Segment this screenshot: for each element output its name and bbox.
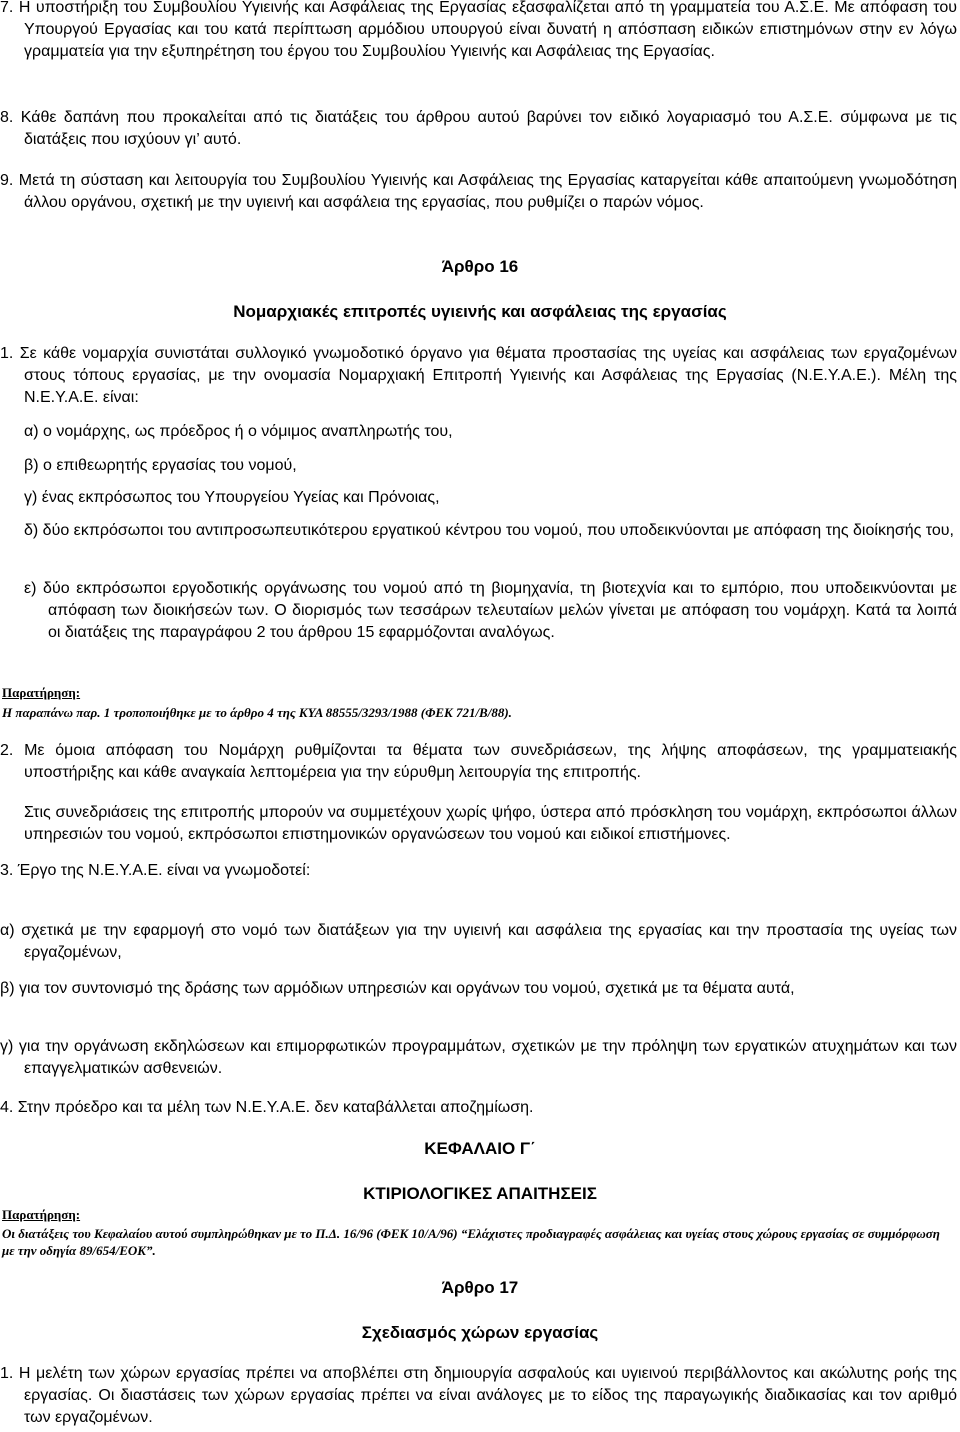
note-text: Οι διατάξεις του Κεφαλαίου αυτού συμπληρώθηκαν με το Π.Δ. 16/96 (ΦΕΚ 10/Α/96) “Ελάχιστες προδιαγραφές ασφάλειας και υγείας στους χώρους εργασίας σε συμμόρφωση με την οδηγία 89/654/ΕΟΚ”. (2, 1226, 940, 1258)
paragraph-7: 7. Η υποστήριξη του Συμβουλίου Υγιεινής και Ασφάλειας της Εργασίας εξασφαλίζεται από τη γραμματεία του Α.Σ.Ε. Με απόφαση του Υπουργού Εργασίας και του κατά περίπτωση αρμόδιου υπουργού είναι δυνατή η απόσπαση ειδικών επιστημόνων στην εν λόγω γραμματεία για την εξυπηρέτηση του έργου του Συμβουλίου Υγιεινής και Ασφάλειας της Εργασίας. (0, 0, 957, 60)
article-16-paragraph-4: 4. Στην πρόεδρο και τα μέλη των Ν.Ε.Υ.Α.Ε. δεν καταβάλλεται αποζημίωση. (0, 1099, 534, 1116)
member-item: β) ο επιθεωρητής εργασίας του νομού, (24, 457, 297, 474)
article-16-paragraph-2: 2. Με όμοια απόφαση του Νομάρχη ρυθμίζονται τα θέματα των συνεδριάσεων, της λήψης αποφάσεων, της γραμματειακής υποστήριξης και κάθε αναγκαία λεπτομέρεια για την εύρυθμη λειτουργία της επιτροπής. (0, 742, 957, 781)
note-label: Παρατήρηση: (2, 685, 81, 700)
chapter-title: ΚΤΙΡΙΟΛΟΓΙΚΕΣ ΑΠΑΙΤΗΣΕΙΣ (363, 1184, 597, 1203)
article-16-heading: Άρθρο 16 (441, 257, 519, 276)
article-17-heading: Άρθρο 17 (441, 1278, 519, 1297)
article-16-paragraph-2b: Στις συνεδριάσεις της επιτροπής μπορούν να συμμετέχουν χωρίς ψήφο, ύστερα από πρόσκληση του νομάρχη, εκπρόσωποι άλλων υπηρεσιών του νομού, εκπρόσωποι επιστημονικών οργανώσεων του νομού και ειδικοί επιστήμονες. (24, 804, 957, 843)
article-16-title: Νομαρχιακές επιτροπές υγιεινής και ασφάλειας της εργασίας (233, 302, 727, 321)
member-item: γ) ένας εκπρόσωπος του Υπουργείου Υγείας και Πρόνοιας, (24, 489, 440, 506)
member-item: δ) δύο εκπρόσωποι του αντιπροσωπευτικότερου εργατικού κέντρου του νομού, που υποδεικνύονται με απόφαση της διοίκησής του, (24, 522, 954, 539)
paragraph-9: 9. Μετά τη σύσταση και λειτουργία του Συμβουλίου Υγιεινής και Ασφάλειας της Εργασίας καταργείται κάθε απαιτούμενη γνωμοδότηση άλλου οργάνου, σχετική με την υγιεινή και ασφάλεια της εργασίας, που ρυθμίζει ο παρών νόμος. (0, 172, 957, 211)
chapter-heading: ΚΕΦΑΛΑΙΟ Γ΄ (424, 1139, 536, 1158)
note-label: Παρατήρηση: (2, 1207, 81, 1222)
article-17-paragraph-1: 1. Η μελέτη των χώρων εργασίας πρέπει να αποβλέπει στη δημιουργία ασφαλούς και υγιεινού περιβάλλοντος και ακώλυτης ροής της εργασίας. Οι διαστάσεις των χώρων εργασίας πρέπει να είναι ανάλογες με το είδος της παραγωγικής διαδικασίας και τον αριθμό των εργαζομένων. (0, 1365, 957, 1426)
task-item: γ) για την οργάνωση εκδηλώσεων και επιμορφωτικών προγραμμάτων, σχετικών με την πρόληψη των εργατικών ατυχημάτων και των επαγγελματικών ασθενειών. (0, 1038, 957, 1077)
paragraph-8: 8. Κάθε δαπάνη που προκαλείται από τις διατάξεις του άρθρου αυτού βαρύνει τον ειδικό λογαριασμό του Α.Σ.Ε. σύμφωνα με τις διατάξεις που ισχύουν γι’ αυτό. (0, 109, 957, 148)
member-item: α) ο νομάρχης, ως πρόεδρος ή ο νόμιμος αναπληρωτής του, (24, 423, 453, 440)
member-item: ε) δύο εκπρόσωποι εργοδοτικής οργάνωσης του νομού από τη βιομηχανία, τη βιοτεχνία και το εμπόριο, που υποδεικνύονται με απόφαση των διοικήσεών των. Ο διορισμός των τεσσάρων τελευταίων μελών γίνεται με απόφαση του νομάρχη. Κατά τα λοιπά οι διατάξεις της παραγράφου 2 του άρθρου 15 εφαρμόζονται αναλόγως. (24, 580, 957, 641)
note-text: Η παραπάνω παρ. 1 τροποποιήθηκε με το άρθρο 4 της ΚΥΑ 88555/3293/1988 (ΦΕΚ 721/Β/88). (2, 705, 512, 720)
task-item: α) σχετικά με την εφαρμογή στο νομό των διατάξεων για την υγιεινή και ασφάλεια της εργασίας και την προστασία της υγείας των εργαζομένων, (0, 922, 957, 961)
article-16-paragraph-3: 3. Έργο της Ν.Ε.Υ.Α.Ε. είναι να γνωμοδοτεί: (0, 862, 311, 879)
task-item: β) για τον συντονισμό της δράσης των αρμόδιων υπηρεσιών και οργάνων του νομού, σχετικά με τα θέματα αυτά, (0, 980, 795, 997)
article-16-paragraph-1: 1. Σε κάθε νομαρχία συνιστάται συλλογικό γνωμοδοτικό όργανο για θέματα προστασίας της υγείας και ασφάλειας των εργαζομένων στους τόπους εργασίας, με την ονομασία Νομαρχιακή Επιτροπή Υγιεινής και Ασφάλειας της Εργασίας (Ν.Ε.Υ.Α.Ε.). Μέλη της Ν.Ε.Υ.Α.Ε. είναι: (0, 345, 957, 406)
article-17-title: Σχεδιασμός χώρων εργασίας (361, 1323, 599, 1342)
